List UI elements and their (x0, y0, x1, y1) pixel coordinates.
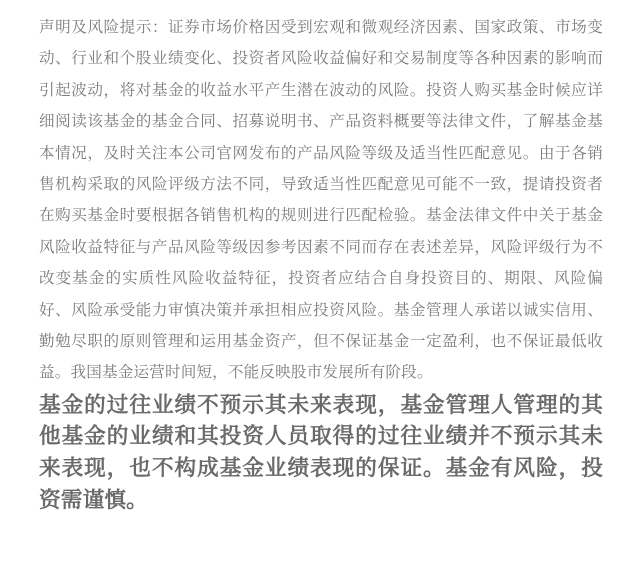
performance-warning-paragraph: 基金的过往业绩不预示其未来表现，基金管理人管理的其他基金的业绩和其投资人员取得的过往业绩并不预示其未来表现，也不构成基金业绩表现的保证。基金有风险，投资需谨慎。 (39, 392, 603, 513)
risk-disclaimer-paragraph: 声明及风险提示：证券市场价格因受到宏观和微观经济因素、国家政策、市场变动、行业和个股业绩变化、投资者风险收益偏好和交易制度等各种因素的影响而引起波动，将对基金的收益水平产生潜在波动的风险。投资人购买基金时候应详细阅读该基金的基金合同、招募说明书、产品资料概要等法律文件，了解基金基本情况，及时关注本公司官网发布的产品风险等级及适当性匹配意见。由于各销售机构采取的风险评级方法不同，导致适当性匹配意见可能不一致，提请投资者在购买基金时要根据各销售机构的规则进行匹配检验。基金法律文件中关于基金风险收益特征与产品风险等级因参考因素不同而存在表述差异，风险评级行为不改变基金的实质性风险收益特征，投资者应结合自身投资目的、期限、风险偏好、风险承受能力审慎决策并承担相应投资风险。基金管理人承诺以诚实信用、勤勉尽职的原则管理和运用基金资产，但不保证基金一定盈利，也不保证最低收益。我国基金运营时间短，不能反映股市发展所有阶段。 (39, 18, 603, 382)
disclaimer-document (39, 12, 603, 516)
